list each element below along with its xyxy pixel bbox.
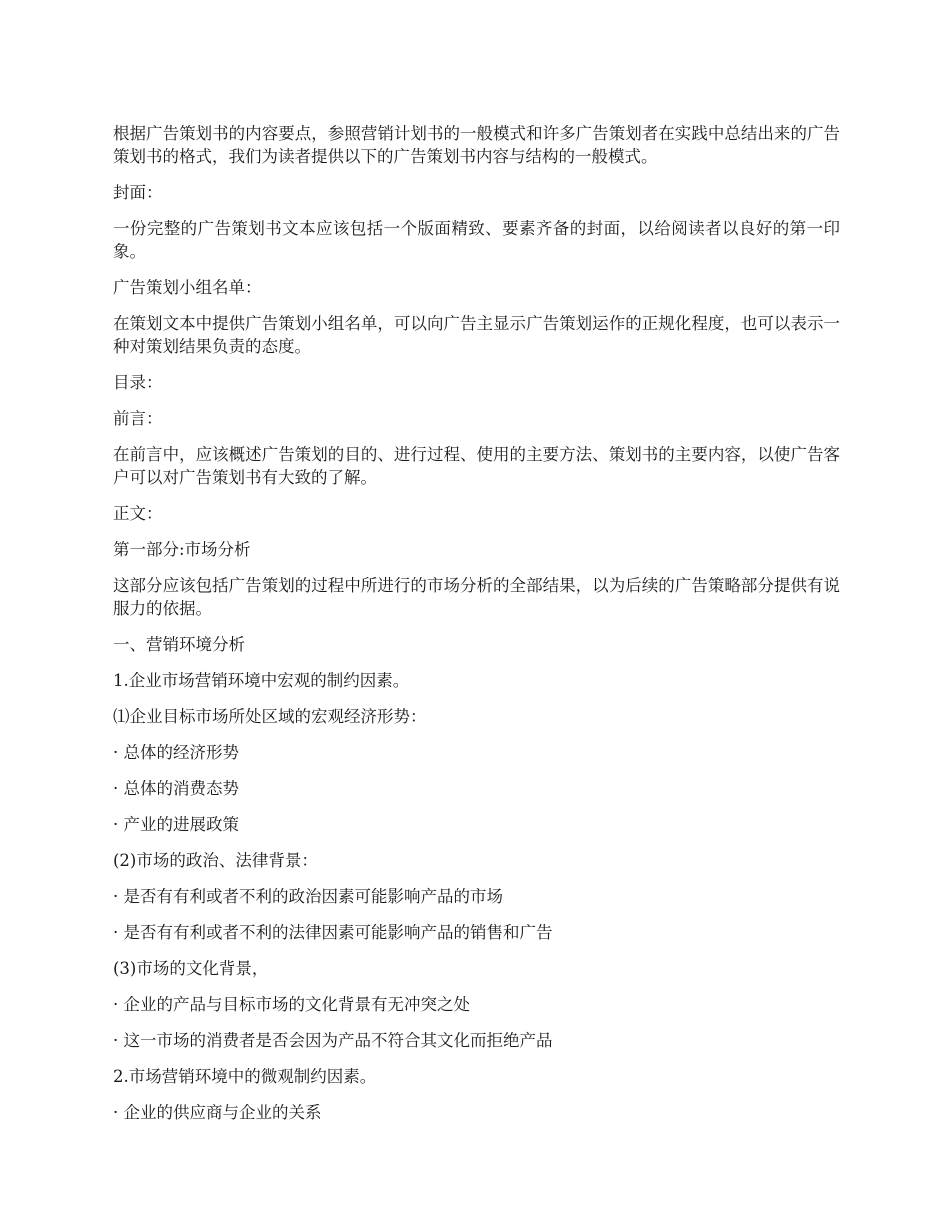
list-item: · 是否有有利或者不利的法律因素可能影响产品的销售和广告 <box>113 923 553 942</box>
list-item: (2)市场的政治、法律背景： <box>113 851 318 870</box>
document-body <box>113 122 840 1137</box>
heading-part-one: 第一部分:市场分析 <box>113 540 251 559</box>
list-item: 2.市场营销环境中的微观制约因素。 <box>113 1067 377 1086</box>
preface-paragraph: 在前言中，应该概述广告策划的目的、进行过程、使用的主要方法、策划书的主要内容，以使广告客户可以对广告策划书有大致的了解。 <box>113 445 840 487</box>
list-item: (3)市场的文化背景， <box>113 959 269 978</box>
team-list-paragraph: 在策划文本中提供广告策划小组名单，可以向广告主显示广告策划运作的正规化程度，也可以表示一种对策划结果负责的态度。 <box>113 314 840 356</box>
list-item: · 企业的供应商与企业的关系 <box>113 1103 322 1122</box>
list-item: · 产业的进展政策 <box>113 815 239 834</box>
heading-contents: 目录： <box>113 373 163 392</box>
cover-paragraph: 一份完整的广告策划书文本应该包括一个版面精致、要素齐备的封面，以给阅读者以良好的第一印象。 <box>113 219 840 261</box>
list-item: · 总体的消费态势 <box>113 779 239 798</box>
list-item: · 是否有有利或者不利的政治因素可能影响产品的市场 <box>113 887 503 906</box>
list-item: · 企业的产品与目标市场的文化背景有无冲突之处 <box>113 995 470 1014</box>
list-item: 1.企业市场营销环境中宏观的制约因素。 <box>113 671 410 690</box>
list-item: · 总体的经济形势 <box>113 743 239 762</box>
part-one-paragraph: 这部分应该包括广告策划的过程中所进行的市场分析的全部结果，以为后续的广告策略部分提供有说服力的依据。 <box>113 576 840 618</box>
heading-team-list: 广告策划小组名单： <box>113 278 262 297</box>
list-item: · 这一市场的消费者是否会因为产品不符合其文化而拒绝产品 <box>113 1031 553 1050</box>
heading-section-one: 一、营销环境分析 <box>113 635 245 654</box>
heading-cover: 封面： <box>113 183 163 202</box>
heading-body: 正文： <box>113 504 163 523</box>
intro-paragraph: 根据广告策划书的内容要点，参照营销计划书的一般模式和许多广告策划者在实践中总结出来的广告策划书的格式，我们为读者提供以下的广告策划书内容与结构的一般模式。 <box>113 124 840 166</box>
heading-preface: 前言： <box>113 409 163 428</box>
list-item: ⑴企业目标市场所处区域的宏观经济形势： <box>113 707 427 726</box>
